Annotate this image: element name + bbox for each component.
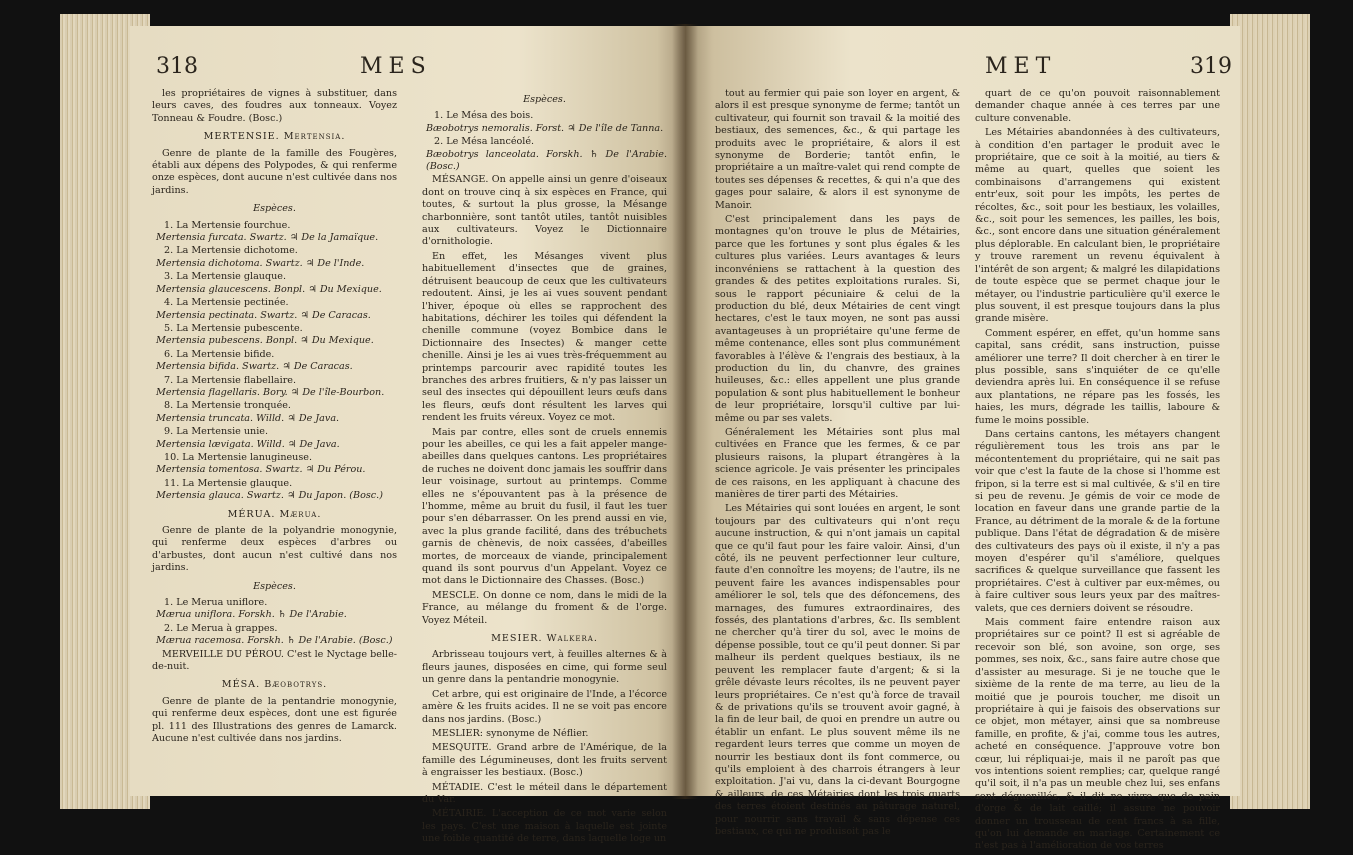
text-paragraph: Bæobotrys nemoralis. Forst. ♃ De l'île de Tanna. [426,122,664,134]
text-paragraph: 1. La Mertensie fourchue. [164,219,291,231]
text-paragraph: MERVEILLE DU PÉROU. C'est le Nyctage belle-de-nuit. [152,648,397,673]
text-paragraph: Mertensia pectinata. Swartz. ♃ De Caracas. [156,309,371,321]
text-paragraph: Mais comment faire entendre raison aux propriétaires sur ce point? Il est si agréable de recevoir son blé, son avoine, son orge, ses pommes, ses noix, &c., sans faire autre chose que d'assister au mesurage. Si je ne touche que le sixième de la rente de ma terre, au lieu de la moitié que je pourois toucher, me disoit un propriétaire à qui je faisois des observations sur ce objet, mon métayer, ainsi que sa nombreuse famille, en profite, & j'ai, comme tous les autres, acheté en conséquence. J'approuve votre bon cœur, lui répliquai-je, mais il ne paroît pas que vos intentions soient remplies; car, quelque rangé qu'il soit, il n'a pas un meuble chez lui, ses enfans sont déguenillés, & il dit ne vivre que de pain d'orge & de lait caillé; il assure ne pouvoir donner un trousseau de cent francs à sa fille, qu'on lui demande en mariage. Certainement ce n'est pas à l'amélioration de vos terres [975,617,1220,852]
text-paragraph: Mertensia flagellaris. Bory. ♃ De l'île-Bourbon. [156,386,385,398]
right-page-column-1 [715,88,960,840]
text-paragraph: MESQUITE. Grand arbre de l'Amérique, de la famille des Légumineuses, dont les fruits servent à engraisser les bestiaux. (Bosc.) [422,742,667,779]
text-paragraph: Mertensia dichotoma. Swartz. ♃ De l'Inde. [156,257,365,269]
text-paragraph: MÉTADIE. C'est le méteil dans le département du Var. [422,781,667,805]
text-paragraph: 9. La Mertensie unie. [164,426,269,438]
text-paragraph: Genre de plante de la famille des Fougères, établi aux dépens des Polypodes, & qui renferme onze espèces, dont aucune n'est cultivée dans nos jardins. [152,147,397,196]
text-paragraph: Mais par contre, elles sont de cruels ennemis pour les abeilles, ce qui les a fait appeler mange-abeilles dans quelques cantons. Les propriétaires de ruches ne doivent donc jamais les souffrir dans leur voisinage, surtout au printemps. Comme elles ne s'épouvantent pas à la présence de l'homme, même au bruit du fusil, il faut les tuer pour s'en débarrasser. On les prend aussi en vie, avec la plus grande facilité, dans des trébuchets garnis de chènevis, de noix cassées, d'abeilles mortes, de morceaux de viande, principalement quand ils sont pourvus d'un Appelant. Voyez ce mot dans le Dictionnaire des Chasses. (Bosc.) [422,426,667,587]
running-head-left: MES [360,54,432,79]
left-page-column-2 [422,88,667,848]
text-paragraph: Mertensia lævigata. Willd. ♃ De Java. [156,438,340,450]
text-paragraph: MÉRUA. Mærua. [227,508,322,520]
text-paragraph: Mærua uniflora. Forskh. ♄ De l'Arabie. [156,609,347,621]
text-paragraph: MÉSA. Bæobotrys. [221,679,328,691]
text-paragraph: Arbrisseau toujours vert, à feuilles alternes & à fleurs jaunes, disposées en cime, qui forme seul un genre dans la pentandrie monogynie. [422,649,667,686]
text-paragraph: MESLIER: synonyme de Néflier. [432,727,589,739]
right-page-column-2 [975,88,1220,855]
text-paragraph: 8. La Mertensie tronquée. [164,400,291,412]
text-paragraph: Les Métairies qui sont louées en argent, le sont toujours par des cultivateurs qui n'ont reçu aucune instruction, & qui n'ont jamais un capital que ce qu'il faut pour les faire valoir. Ainsi, d'un côté, ils ne peuvent perfectionner leur culture, faute d'en connoître les moyens; de l'autre, ils ne peuvent faire les avances indispensables pour améliorer le sol, tels que des défoncemens, des marnages, des fumures extraordinaires, des fossés, des plantations d'arbres, &c. Ils semblent ne chercher qu'à tirer du sol, avec le moins de dépense possible, tout ce qu'il peut donner. Si par malheur ils perdent quelques bestiaux, ils ne peuvent les remplacer faute d'argent; & si la grêle dévaste leurs récoltes, ils ne peuvent payer leurs propriétaires. Ce n'est qu'à force de travail & de privations qu'ils se trouvent avoir gagné, à la fin de leur bail, de quoi en prendre un autre ou établir un enfant. Le plus souvent même ils ne regardent leurs terres que comme un moyen de nourrir les bestiaux dont ils font commerce, ou qu'ils emploient à des charrois étrangers à leur exploitation. J'ai vu, dans la ci-devant Bourgogne & ailleurs, de ces Métairies dont les trois quarts des terres étoient destinés au pâturage naturel, pour nourrir sans travail & sans dépense ces bestiaux, ce qui ne produisoit pas le [715,503,960,837]
page-number-left: 318 [156,54,198,79]
text-paragraph: 2. Le Merua à grappes. [164,622,278,634]
text-paragraph: Bæobotrys lanceolata. Forskh. ♄ De l'Arabie. (Bosc.) [426,148,667,173]
page-number-right: 319 [1190,54,1232,79]
text-paragraph: Espèces. [253,203,296,215]
text-paragraph: En effet, les Mésanges vivent plus habituellement d'insectes que de graines, détruisent beaucoup de ceux que les cultivateurs redoutent. Ainsi, je les ai vues souvent pendant l'hiver, époque où elles se rapprochent des habitations, déchirer les toiles qui défendent la chenille commune (voyez Bombice dans le Dictionnaire des Insectes) & manger cette chenille. Ainsi je les ai vues très-fréquemment au printemps parcourir avec rapidité toutes les branches des arbres fruitiers, & n'y pas laisser un seul des insectes qui dépouillent leurs œufs dans les fleurs, œufs dont résultent les larves qui rendent les fruits véreux. Voyez ce mot. [422,250,667,424]
text-paragraph: 2. La Mertensie dichotome. [164,245,298,257]
text-paragraph: 1. Le Mésa des bois. [434,110,534,122]
text-paragraph: 2. Le Mésa lancéolé. [434,136,535,148]
text-paragraph: Mærua racemosa. Forskh. ♄ De l'Arabie. (Bosc.) [156,635,393,647]
text-paragraph: Mertensia tomentosa. Swartz. ♃ Du Pérou. [156,464,366,476]
text-paragraph: MESCLE. On donne ce nom, dans le midi de la France, au mélange du froment & de l'orge. Voyez Méteil. [422,589,667,626]
text-paragraph: Mertensia glaucescens. Bonpl. ♃ Du Mexique. [156,283,382,295]
right-page [685,26,1240,852]
text-paragraph: Généralement les Métairies sont plus mal cultivées en France que les fermes, & ce par plusieurs raisons, la plupart étrangères à la science agricole. Je vais présenter les principales de ces raisons, en les appliquant à chacune des manières de tirer parti des Métairies. [715,426,960,500]
text-paragraph: Mertensia bifida. Swartz. ♃ De Caracas. [156,361,353,373]
text-paragraph: les propriétaires de vignes à substituer, dans leurs caves, des foudres aux tonneaux. Voyez Tonneau & Foudre. (Bosc.) [152,88,397,124]
book-gutter [672,24,698,799]
text-paragraph: C'est principalement dans les pays de montagnes qu'on trouve le plus de Métairies, parce que les fortunes y sont plus égales & les cultures plus variées. Leurs avantages & leurs inconvéniens se rattachent à la question des grandes & des petites exploitations rurales. Si, sous le rapport pécuniaire & celui de la production du blé, deux Métairies de cent vingt hectares, c'est le taux moyen, ne sont pas aussi avantageuses à un propriétaire qu'une ferme de même contenance, elles sont plus communément favorables à l'élève & l'engrais des bestiaux, à la production du lin, du chanvre, des graines huileuses, &c.: elles appellent une plus grande population & sont plus habituellement le bonheur de leur propriétaire, lorsqu'il cultive par lui-même ou par ses valets. [715,214,960,424]
open-book [60,14,1310,852]
text-paragraph: quart de ce qu'on pouvoit raisonnablement demander chaque année à ces terres par une culture convenable. [975,88,1220,124]
text-paragraph: 5. La Mertensie pubescente. [164,322,303,334]
text-paragraph: Genre de plante de la pentandrie monogynie, qui renferme deux espèces, dont une est figurée pl. 111 des Illustrations des genres de Lamarck. Aucune n'est cultivée dans nos jardins. [152,695,397,745]
text-paragraph: Espèces. [523,94,566,105]
text-paragraph: Comment espérer, en effet, qu'un homme sans capital, sans crédit, sans instruction, puisse améliorer une terre? Il doit chercher à en tirer le plus possible, sans s'inquiéter de ce qu'elle deviendra après lui. En conséquence il se refuse aux plantations, ne répare pas les fossés, les haies, les murs, dégrade les taillis, laboure & fume le moins possible. [975,327,1220,426]
text-paragraph: 6. La Mertensie bifide. [164,348,275,360]
text-paragraph: 3. La Mertensie glauque. [164,271,287,283]
text-paragraph: Mertensia truncata. Willd. ♃ De Java. [156,412,340,424]
text-paragraph: MÉTAIRIE. L'acception de ce mot varie selon les pays. C'est une maison à laquelle est jointe une foible quantité de terre, dans laquelle loge un [422,808,667,845]
text-paragraph: Cet arbre, qui est originaire de l'Inde, a l'écorce amère & les fruits acides. Il ne se voit pas encore dans nos jardins. (Bosc.) [422,688,667,725]
text-paragraph: 4. La Mertensie pectinée. [164,297,289,309]
left-page [130,26,685,845]
text-paragraph: Espèces. [253,580,296,592]
text-paragraph: 10. La Mertensie lanugineuse. [164,451,313,463]
page-edges-right [1230,14,1310,809]
text-paragraph: Mertensia furcata. Swartz. ♃ De la Jamaïque. [156,232,379,244]
text-paragraph: MERTENSIE. Mertensia. [203,131,346,143]
text-paragraph: Mertensia glauca. Swartz. ♃ Du Japon. (Bosc.) [156,490,383,502]
text-paragraph: MESIER. Walkera. [491,633,598,645]
text-paragraph: 1. Le Merua uniflore. [164,597,268,609]
text-paragraph: 7. La Mertensie flabellaire. [164,374,297,386]
text-paragraph: Les Métairies abandonnées à des cultivateurs, à condition d'en partager le produit avec le propriétaire, que ce soit à la moitié, au tiers & même au quart, quelles que soient les combinaisons d'arrangemens qui existent entr'eux, soit pour les impôts, les pertes de récoltes, &c., soit pour les bestiaux, les volailles, &c., soit pour les semences, les pailles, les bois, &c., sont encore dans une situation généralement plus déplorable. En calculant bien, le propriétaire y trouve rarement un revenu équivalent à l'intérêt de son argent; & malgré les dilapidations de toute espèce que se permet chaque jour le métayer, ou l'industrie particulière qu'il exerce le plus souvent, il est presque toujours dans la plus grande misère. [975,127,1220,325]
running-head-right: MET [985,54,1057,79]
text-paragraph: Dans certains cantons, les métayers changent régulièrement tous les trois ans par le mécontentement du propriétaire, qui ne sait pas voir que c'est la faute de la chose si l'homme est fripon, si la terre est si mal cultivée, & s'il en tire si peu de revenu. Je gémis de voir ce mode de location en faveur dans une grande partie de la France, au détriment de la morale & de la fortune publique. Dans l'état de dégradation & de misère des cultivateurs des pays où il existe, il n'y a pas moyen d'espérer qu'il s'améliore, quelques sacrifices & quelque surveillance que fassent les propriétaires. C'est à cultiver par eux-mêmes, ou à faire cultiver sous leurs yeux par des maîtres-valets, que ces derniers doivent se résoudre. [975,428,1220,614]
text-paragraph: tout au fermier qui paie son loyer en argent, & alors il est presque synonyme de ferme; tantôt un cultivateur, qui fournit son travail & la moitié des bestiaux, des semences, &c., & qui partage les produits avec le propriétaire, & alors il est synonyme de Borderie; tantôt enfin, le propriétaire a un maître-valet qui rend compte de toutes ses dépenses & recettes, & qui n'a que des gages pour salaire, & alors il est synonyme de Manoir. [715,88,960,211]
text-paragraph: MÉSANGE. On appelle ainsi un genre d'oiseaux dont on trouve cinq à six espèces en France, qui toutes, & surtout la plus grosse, la Mésange charbonnière, sont tantôt utiles, tantôt nuisibles aux cultivateurs. Voyez le Dictionnaire d'ornithologie. [422,174,667,248]
text-paragraph: 11. La Mertensie glauque. [164,477,293,489]
text-paragraph: Genre de plante de la polyandrie monogynie, qui renferme deux espèces d'arbres ou d'arbustes, dont aucun n'est cultivé dans nos jardins. [152,525,397,574]
text-paragraph: Mertensia pubescens. Bonpl. ♃ Du Mexique. [156,335,374,347]
left-page-column-1 [152,88,397,748]
